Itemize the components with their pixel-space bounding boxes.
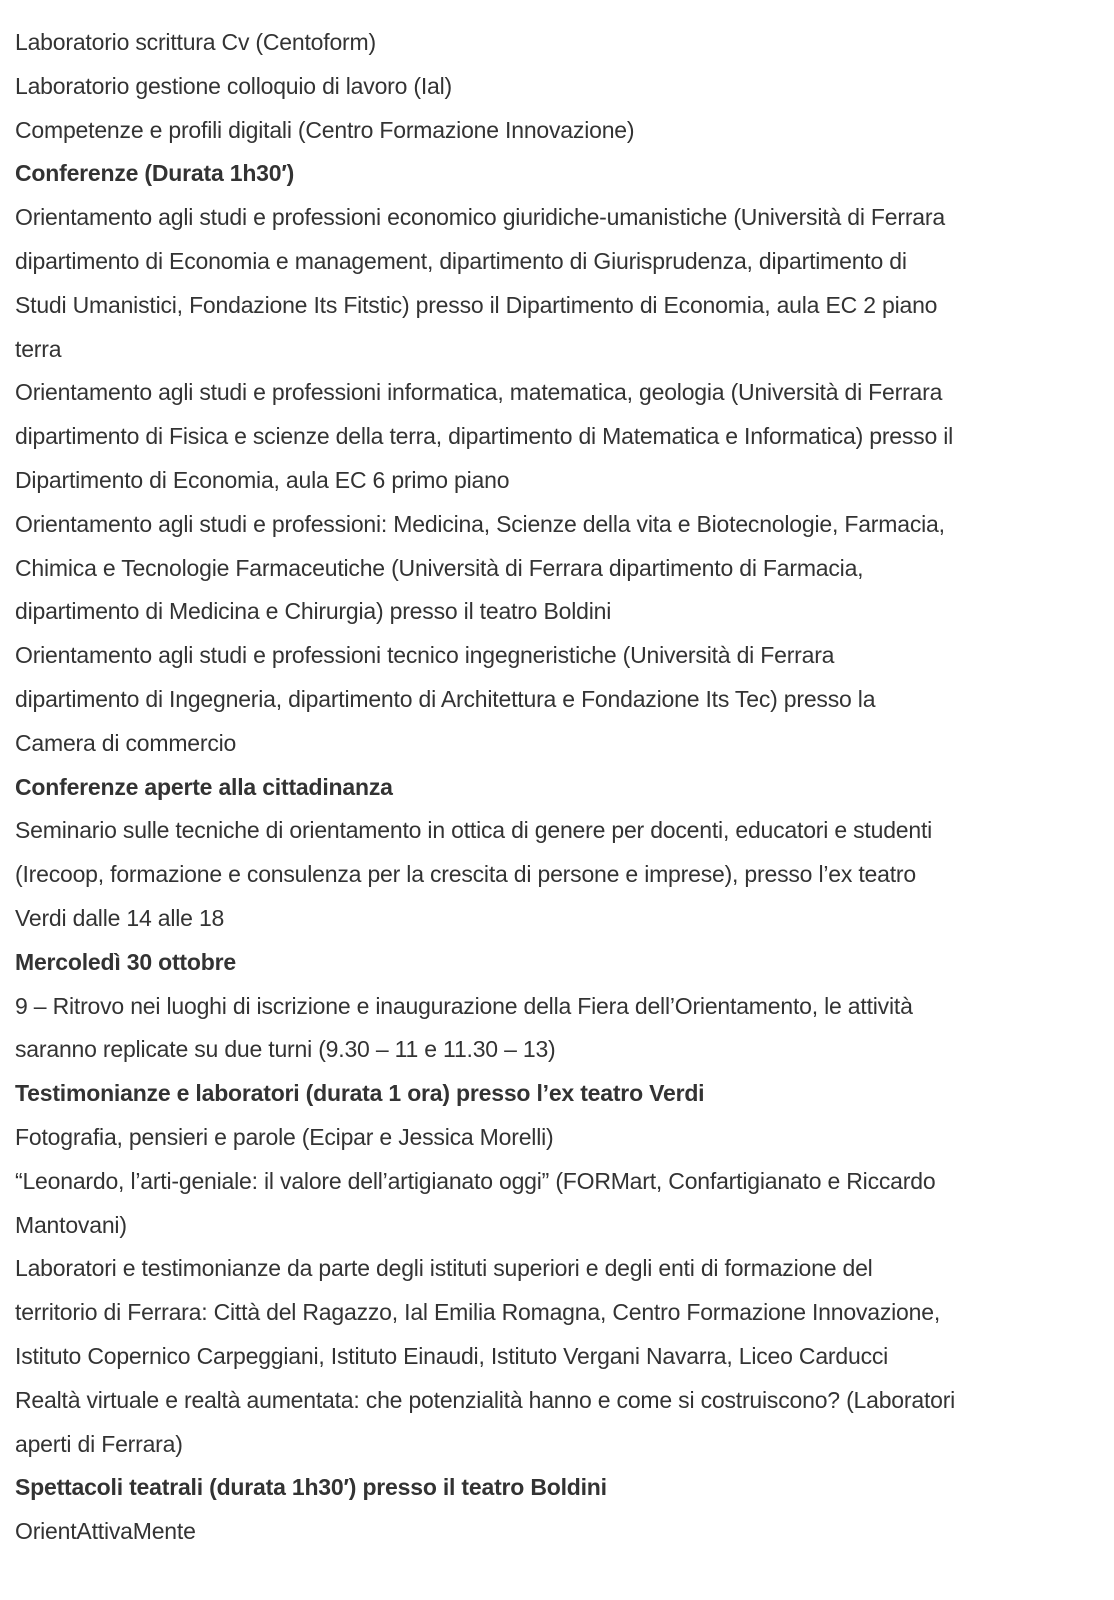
text-line: OrientAttivaMente [15, 1518, 196, 1545]
section-heading: Conferenze (Durata 1h30′) [15, 160, 295, 187]
text-line: terra [15, 335, 62, 362]
text-line: dipartimento di Fisica e scienze della terra, dipartimento di Matematica e Informatica) presso il [15, 423, 954, 450]
text-line: dipartimento di Medicina e Chirurgia) presso il teatro Boldini [15, 598, 612, 625]
text-line: Verdi dalle 14 alle 18 [15, 904, 225, 931]
text-line: Istituto Copernico Carpeggiani, Istituto Einaudi, Istituto Vergani Navarra, Liceo Carducci [15, 1342, 889, 1369]
section-heading: Spettacoli teatrali (durata 1h30′) presso il teatro Boldini [15, 1474, 607, 1501]
article-body [15, 21, 1100, 1554]
text-line: Orientamento agli studi e professioni informatica, matematica, geologia (Università di Ferrara [15, 379, 943, 406]
text-line: aperti di Ferrara) [15, 1430, 183, 1457]
section-heading: Mercoledì 30 ottobre [15, 948, 236, 975]
section-heading: Conferenze aperte alla cittadinanza [15, 773, 393, 800]
text-line: saranno replicate su due turni (9.30 – 11 e 11.30 – 13) [15, 1036, 556, 1063]
text-line: Fotografia, pensieri e parole (Ecipar e Jessica Morelli) [15, 1123, 554, 1150]
text-line: “Leonardo, l’arti-geniale: il valore dell’artigianato oggi” (FORMart, Confartigianato e Riccardo [15, 1167, 936, 1194]
text-line: Laboratorio scrittura Cv (Centoform) [15, 29, 376, 55]
text-line: 9 – Ritrovo nei luoghi di iscrizione e inaugurazione della Fiera dell’Orientamento, le attività [15, 992, 913, 1019]
text-line: Laboratorio gestione colloquio di lavoro (Ial) [15, 72, 453, 99]
text-line: Seminario sulle tecniche di orientamento in ottica di genere per docenti, educatori e studenti [15, 817, 933, 844]
text-line: dipartimento di Economia e management, dipartimento di Giurisprudenza, dipartimento di [15, 247, 907, 274]
text-line: territorio di Ferrara: Città del Ragazzo, Ial Emilia Romagna, Centro Formazione Innovazione, [15, 1299, 941, 1326]
text-line: Laboratori e testimonianze da parte degli istituti superiori e degli enti di formazione del [15, 1255, 873, 1282]
text-line: Camera di commercio [15, 729, 237, 756]
text-line: Orientamento agli studi e professioni: Medicina, Scienze della vita e Biotecnologie, Farmacia, [15, 510, 945, 537]
text-line: (Irecoop, formazione e consulenza per la crescita di persone e imprese), presso l’ex teatro [15, 861, 916, 888]
section-heading: Testimonianze e laboratori (durata 1 ora) presso l’ex teatro Verdi [15, 1080, 705, 1107]
text-line: Orientamento agli studi e professioni tecnico ingegneristiche (Università di Ferrara [15, 642, 835, 669]
text-line: Studi Umanistici, Fondazione Its Fitstic) presso il Dipartimento di Economia, aula EC 2 piano [15, 291, 938, 318]
text-line: dipartimento di Ingegneria, dipartimento di Architettura e Fondazione Its Tec) presso la [15, 685, 876, 712]
text-line: Chimica e Tecnologie Farmaceutiche (Università di Ferrara dipartimento di Farmacia, [15, 554, 864, 581]
text-line: Realtà virtuale e realtà aumentata: che potenzialità hanno e come si costruiscono? (Laboratori [15, 1386, 956, 1413]
text-line: Orientamento agli studi e professioni economico giuridiche-umanistiche (Università di Ferrara [15, 204, 945, 231]
text-line: Mantovani) [15, 1211, 127, 1238]
text-line: Competenze e profili digitali (Centro Formazione Innovazione) [15, 116, 635, 143]
text-line: Dipartimento di Economia, aula EC 6 primo piano [15, 466, 510, 493]
